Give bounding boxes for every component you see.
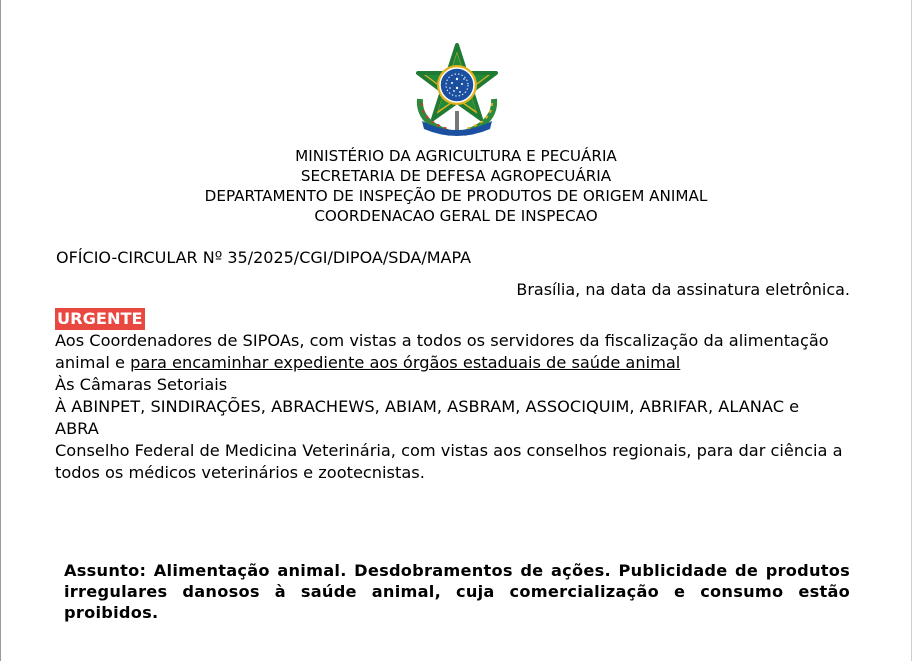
urgent-badge: URGENTE — [57, 309, 143, 328]
addressee-sipoa: Aos Coordenadores de SIPOAs, com vistas a todos os servidores da fiscalização da alimentação animal e para encaminhar expediente aos órgãos estaduais de saúde animal — [55, 331, 829, 372]
addressee-cfmv: Conselho Federal de Medicina Veterinária, com vistas aos conselhos regionais, para dar ciência a todos os médicos veterinários e zootecnistas. — [55, 441, 843, 482]
addressees-block — [55, 308, 845, 484]
ministry-name: MINISTÉRIO DA AGRICULTURA E PECUÁRIA — [295, 147, 617, 165]
subject-paragraph: Assunto: Alimentação animal. Desdobramentos de ações. Publicidade de produtos irregulares danosos à saúde animal, cuja comercialização e consumo estão proibidos. — [64, 561, 850, 622]
brazil-coat-of-arms-icon — [410, 43, 504, 139]
addressee-associations: À ABINPET, SINDIRAÇÕES, ABRACHEWS, ABIAM, ASBRAM, ASSOCIQUIM, ABRIFAR, ALANAC e ABRA — [55, 397, 800, 438]
addressee-camaras: Às Câmaras Setoriais — [55, 375, 228, 394]
department-name: DEPARTAMENTO DE INSPEÇÃO DE PRODUTOS DE ORIGEM ANIMAL — [204, 187, 708, 205]
place-and-date: Brasília, na data da assinatura eletrônica. — [516, 280, 850, 299]
secretariat-name: SECRETARIA DE DEFESA AGROPECUÁRIA — [300, 167, 612, 185]
document-number: OFÍCIO-CIRCULAR Nº 35/2025/CGI/DIPOA/SDA/MAPA — [56, 248, 472, 267]
coordination-name: COORDENACAO GERAL DE INSPECAO — [314, 207, 598, 225]
page-left-border — [0, 0, 1, 661]
underlined-instruction: para encaminhar expediente aos órgãos estaduais de saúde animal — [130, 353, 681, 372]
letterhead — [0, 146, 912, 226]
